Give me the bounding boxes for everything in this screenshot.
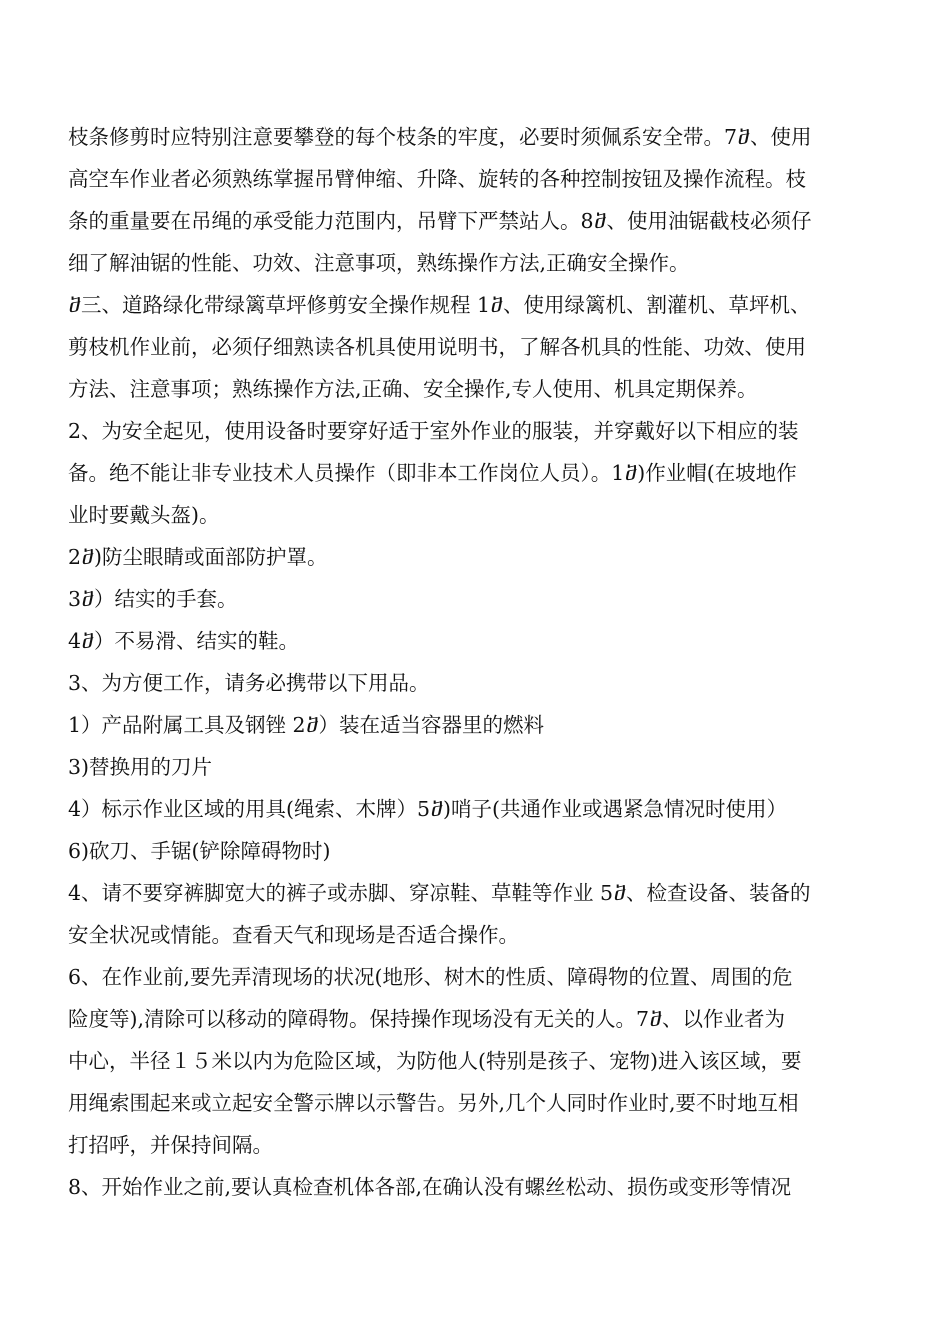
text-line: 3)替换用的刀片 bbox=[68, 755, 213, 779]
text-line: 1）产品附属工具及钢锉 2ⴋ）装在适当容器里的燃料 bbox=[68, 713, 545, 737]
text-line: 4ⴋ）不易滑、结实的鞋。 bbox=[68, 629, 299, 653]
text-line: 8、开始作业之前,要认真检查机体各部,在确认没有螺丝松动、损伤或变形等情况 bbox=[68, 1175, 792, 1199]
text-line: 方法、注意事项；熟练操作方法,正确、安全操作,专人使用、机具定期保养。 bbox=[68, 377, 758, 401]
text-line: 业时要戴头盔)。 bbox=[68, 503, 220, 527]
text-line: 3、为方便工作，请务必携带以下用品。 bbox=[68, 671, 430, 695]
text-line: 条的重量要在吊绳的承受能力范围内，吊臂下严禁站人。8ⴋ、使用油锯截枝必须仔 bbox=[68, 209, 812, 233]
text-line: 6、在作业前,要先弄清现场的状况(地形、树木的性质、障碍物的位置、周围的危 bbox=[68, 965, 793, 989]
text-line: 4）标示作业区域的用具(绳索、木牌）5ⴋ)哨子(共通作业或遇紧急情况时使用） bbox=[68, 797, 788, 821]
text-line: 3ⴋ）结实的手套。 bbox=[68, 587, 238, 611]
text-line: 枝条修剪时应特别注意要攀登的每个枝条的牢度，必要时须佩系安全带。7ⴋ、使用 bbox=[68, 125, 812, 149]
text-line: 剪枝机作业前，必须仔细熟读各机具使用说明书，了解各机具的性能、功效、使用 bbox=[68, 335, 806, 359]
text-line: 险度等),清除可以移动的障碍物。保持操作现场没有无关的人。7ⴋ、以作业者为 bbox=[68, 1007, 786, 1031]
text-line: 6)砍刀、手锯(铲除障碍物时) bbox=[68, 839, 331, 863]
text-line: 中心，半径１５米以内为危险区域，为防他人(特别是孩子、宠物)进入该区域，要 bbox=[68, 1049, 802, 1073]
text-line: 用绳索围起来或立起安全警示牌以示警告。另外,几个人同时作业时,要不时地互相 bbox=[68, 1091, 799, 1115]
text-line: 2、为安全起见，使用设备时要穿好适于室外作业的服装，并穿戴好以下相应的装 bbox=[68, 419, 799, 443]
text-line: 4、请不要穿裤脚宽大的裤子或赤脚、穿凉鞋、草鞋等作业 5ⴋ、检查设备、装备的 bbox=[68, 881, 811, 905]
text-line: 高空车作业者必须熟练掌握吊臂伸缩、升降、旋转的各种控制按钮及操作流程。枝 bbox=[68, 167, 806, 191]
text-line: 打招呼，并保持间隔。 bbox=[68, 1133, 273, 1157]
document-body bbox=[68, 116, 888, 1208]
text-line: 安全状况或情能。查看天气和现场是否适合操作。 bbox=[68, 923, 519, 947]
text-line: 2ⴋ)防尘眼睛或面部防护罩。 bbox=[68, 545, 328, 569]
text-line: 备。绝不能让非专业技术人员操作（即非本工作岗位人员）。1ⴋ)作业帽(在坡地作 bbox=[68, 461, 797, 485]
text-line: ⴋ三、道路绿化带绿篱草坪修剪安全操作规程 1ⴋ、使用绿篱机、割灌机、草坪机、 bbox=[68, 293, 811, 317]
text-line: 细了解油锯的性能、功效、注意事项，熟练操作方法,正确安全操作。 bbox=[68, 251, 690, 275]
